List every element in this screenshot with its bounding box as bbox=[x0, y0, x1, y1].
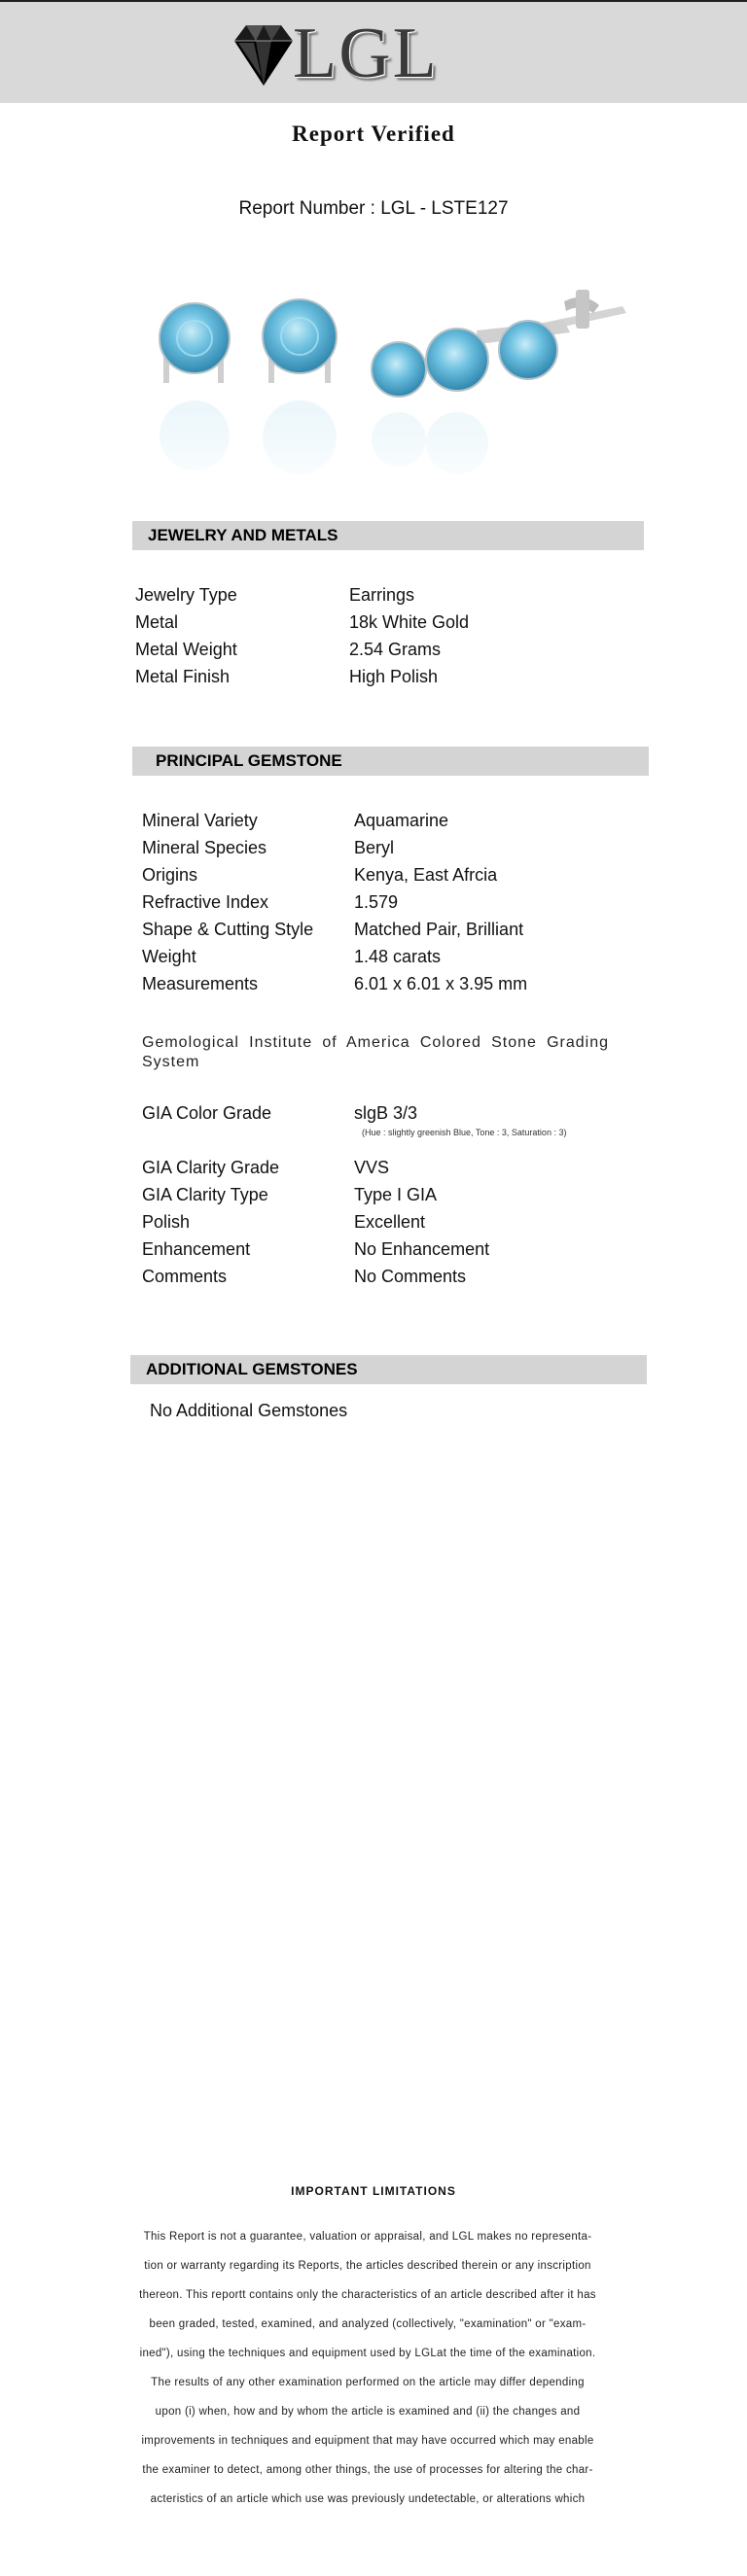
field-label: Polish bbox=[142, 1212, 191, 1232]
field-value: Beryl bbox=[354, 838, 395, 857]
field-row bbox=[135, 609, 641, 636]
field-value: Kenya, East Afrcia bbox=[354, 865, 498, 885]
field-label: Metal bbox=[135, 612, 179, 632]
field-label: Refractive Index bbox=[142, 892, 269, 912]
diamond-icon bbox=[229, 21, 299, 89]
field-value: slgB 3/3 bbox=[354, 1103, 418, 1123]
limitations-line: acteristics of an article which use was previously undetectable, or alterations which bbox=[150, 2493, 586, 2505]
field-row bbox=[142, 1181, 648, 1208]
field-row bbox=[142, 861, 648, 888]
field-row bbox=[135, 581, 641, 609]
field-value: Earrings bbox=[349, 585, 415, 605]
field-row bbox=[142, 1263, 648, 1290]
report-title: Report Verified bbox=[292, 122, 455, 146]
header-banner bbox=[0, 0, 747, 103]
field-value: 6.01 x 6.01 x 3.95 mm bbox=[354, 974, 528, 993]
field-label: Metal Finish bbox=[135, 667, 231, 686]
section-jewelry-and-metals: JEWELRY AND METALS bbox=[132, 521, 644, 550]
field-label: Metal Weight bbox=[135, 640, 237, 659]
limitations-text bbox=[105, 2222, 630, 2514]
field-row bbox=[142, 1099, 648, 1127]
limitations-line: been graded, tested, examined, and analyzed (collectively, "examination" or "exam- bbox=[149, 2318, 587, 2330]
field-row bbox=[142, 916, 648, 943]
field-value: No Enhancement bbox=[354, 1239, 490, 1259]
field-value: 2.54 Grams bbox=[349, 640, 442, 659]
field-row bbox=[135, 636, 641, 663]
section-additional-gemstones: ADDITIONAL GEMSTONES bbox=[130, 1355, 647, 1384]
front-view-studs bbox=[136, 299, 370, 505]
field-label: Weight bbox=[142, 947, 196, 966]
field-row bbox=[142, 1208, 648, 1236]
field-value: Matched Pair, Brilliant bbox=[354, 920, 524, 939]
field-label: Shape & Cutting Style bbox=[142, 920, 314, 939]
logo-text: LGL bbox=[293, 14, 439, 93]
field-label: Origins bbox=[142, 865, 198, 885]
jewelry-fields bbox=[135, 581, 641, 690]
field-value: 1.48 carats bbox=[354, 947, 442, 966]
field-value: 1.579 bbox=[354, 892, 399, 912]
field-row bbox=[135, 663, 641, 690]
field-value: Type I GIA bbox=[354, 1185, 438, 1204]
side-view-studs bbox=[370, 290, 642, 505]
limitations-line: tion or warranty regarding its Reports, the articles described therein or any inscription bbox=[144, 2260, 591, 2272]
field-label: Enhancement bbox=[142, 1239, 251, 1259]
field-row bbox=[142, 1154, 648, 1181]
field-label: Measurements bbox=[142, 974, 259, 993]
grading-system-title: Gemological Institute of America Colored Stone Grading System bbox=[142, 1034, 609, 1070]
field-value: Excellent bbox=[354, 1212, 426, 1232]
limitations-heading: IMPORTANT LIMITATIONS bbox=[291, 2184, 456, 2198]
field-label: Mineral Species bbox=[142, 838, 267, 857]
limitations-line: upon (i) when, how and by whom the article is examined and (ii) the changes and bbox=[155, 2406, 581, 2418]
earrings-photo bbox=[136, 262, 642, 505]
color-grade-field bbox=[142, 1099, 648, 1127]
section-principal-gemstone: PRINCIPAL GEMSTONE bbox=[132, 747, 649, 776]
color-grade-note: (Hue : slightly greenish Blue, Tone : 3, Saturation : 3) bbox=[362, 1128, 567, 1137]
field-row bbox=[142, 807, 648, 834]
field-row bbox=[142, 834, 648, 861]
field-label: GIA Clarity Grade bbox=[142, 1158, 280, 1177]
limitations-line: ined"), using the techniques and equipment used by LGLat the time of the examination. bbox=[139, 2348, 596, 2359]
field-label: Jewelry Type bbox=[135, 585, 237, 605]
limitations-line: The results of any other examination performed on the article may differ depending bbox=[151, 2377, 585, 2388]
field-value: VVS bbox=[354, 1158, 390, 1177]
field-label: GIA Clarity Type bbox=[142, 1185, 268, 1204]
field-value: 18k White Gold bbox=[349, 612, 470, 632]
lgl-logo bbox=[229, 14, 481, 93]
field-label: Comments bbox=[142, 1267, 228, 1286]
field-row bbox=[142, 970, 648, 997]
limitations-line: the examiner to detect, among other things, the use of processes for altering the char- bbox=[142, 2464, 593, 2476]
grade-fields bbox=[142, 1154, 648, 1290]
field-value: High Polish bbox=[349, 667, 439, 686]
report-number: Report Number : LGL - LSTE127 bbox=[238, 198, 509, 219]
field-row bbox=[142, 943, 648, 970]
field-row bbox=[142, 888, 648, 916]
gemstone-fields bbox=[142, 807, 648, 997]
field-label: Mineral Variety bbox=[142, 811, 258, 830]
field-value: No Comments bbox=[354, 1267, 467, 1286]
field-row bbox=[142, 1236, 648, 1263]
field-value: Aquamarine bbox=[354, 811, 449, 830]
limitations-line: improvements in techniques and equipment that may have occurred which may enable bbox=[141, 2435, 594, 2447]
limitations-line: thereon. This reportt contains only the characteristics of an article described after it has bbox=[139, 2289, 596, 2301]
no-additional-gemstones: No Additional Gemstones bbox=[150, 1401, 348, 1420]
field-label: GIA Color Grade bbox=[142, 1103, 272, 1123]
limitations-line: This Report is not a guarantee, valuation or appraisal, and LGL makes no representa- bbox=[143, 2231, 592, 2243]
